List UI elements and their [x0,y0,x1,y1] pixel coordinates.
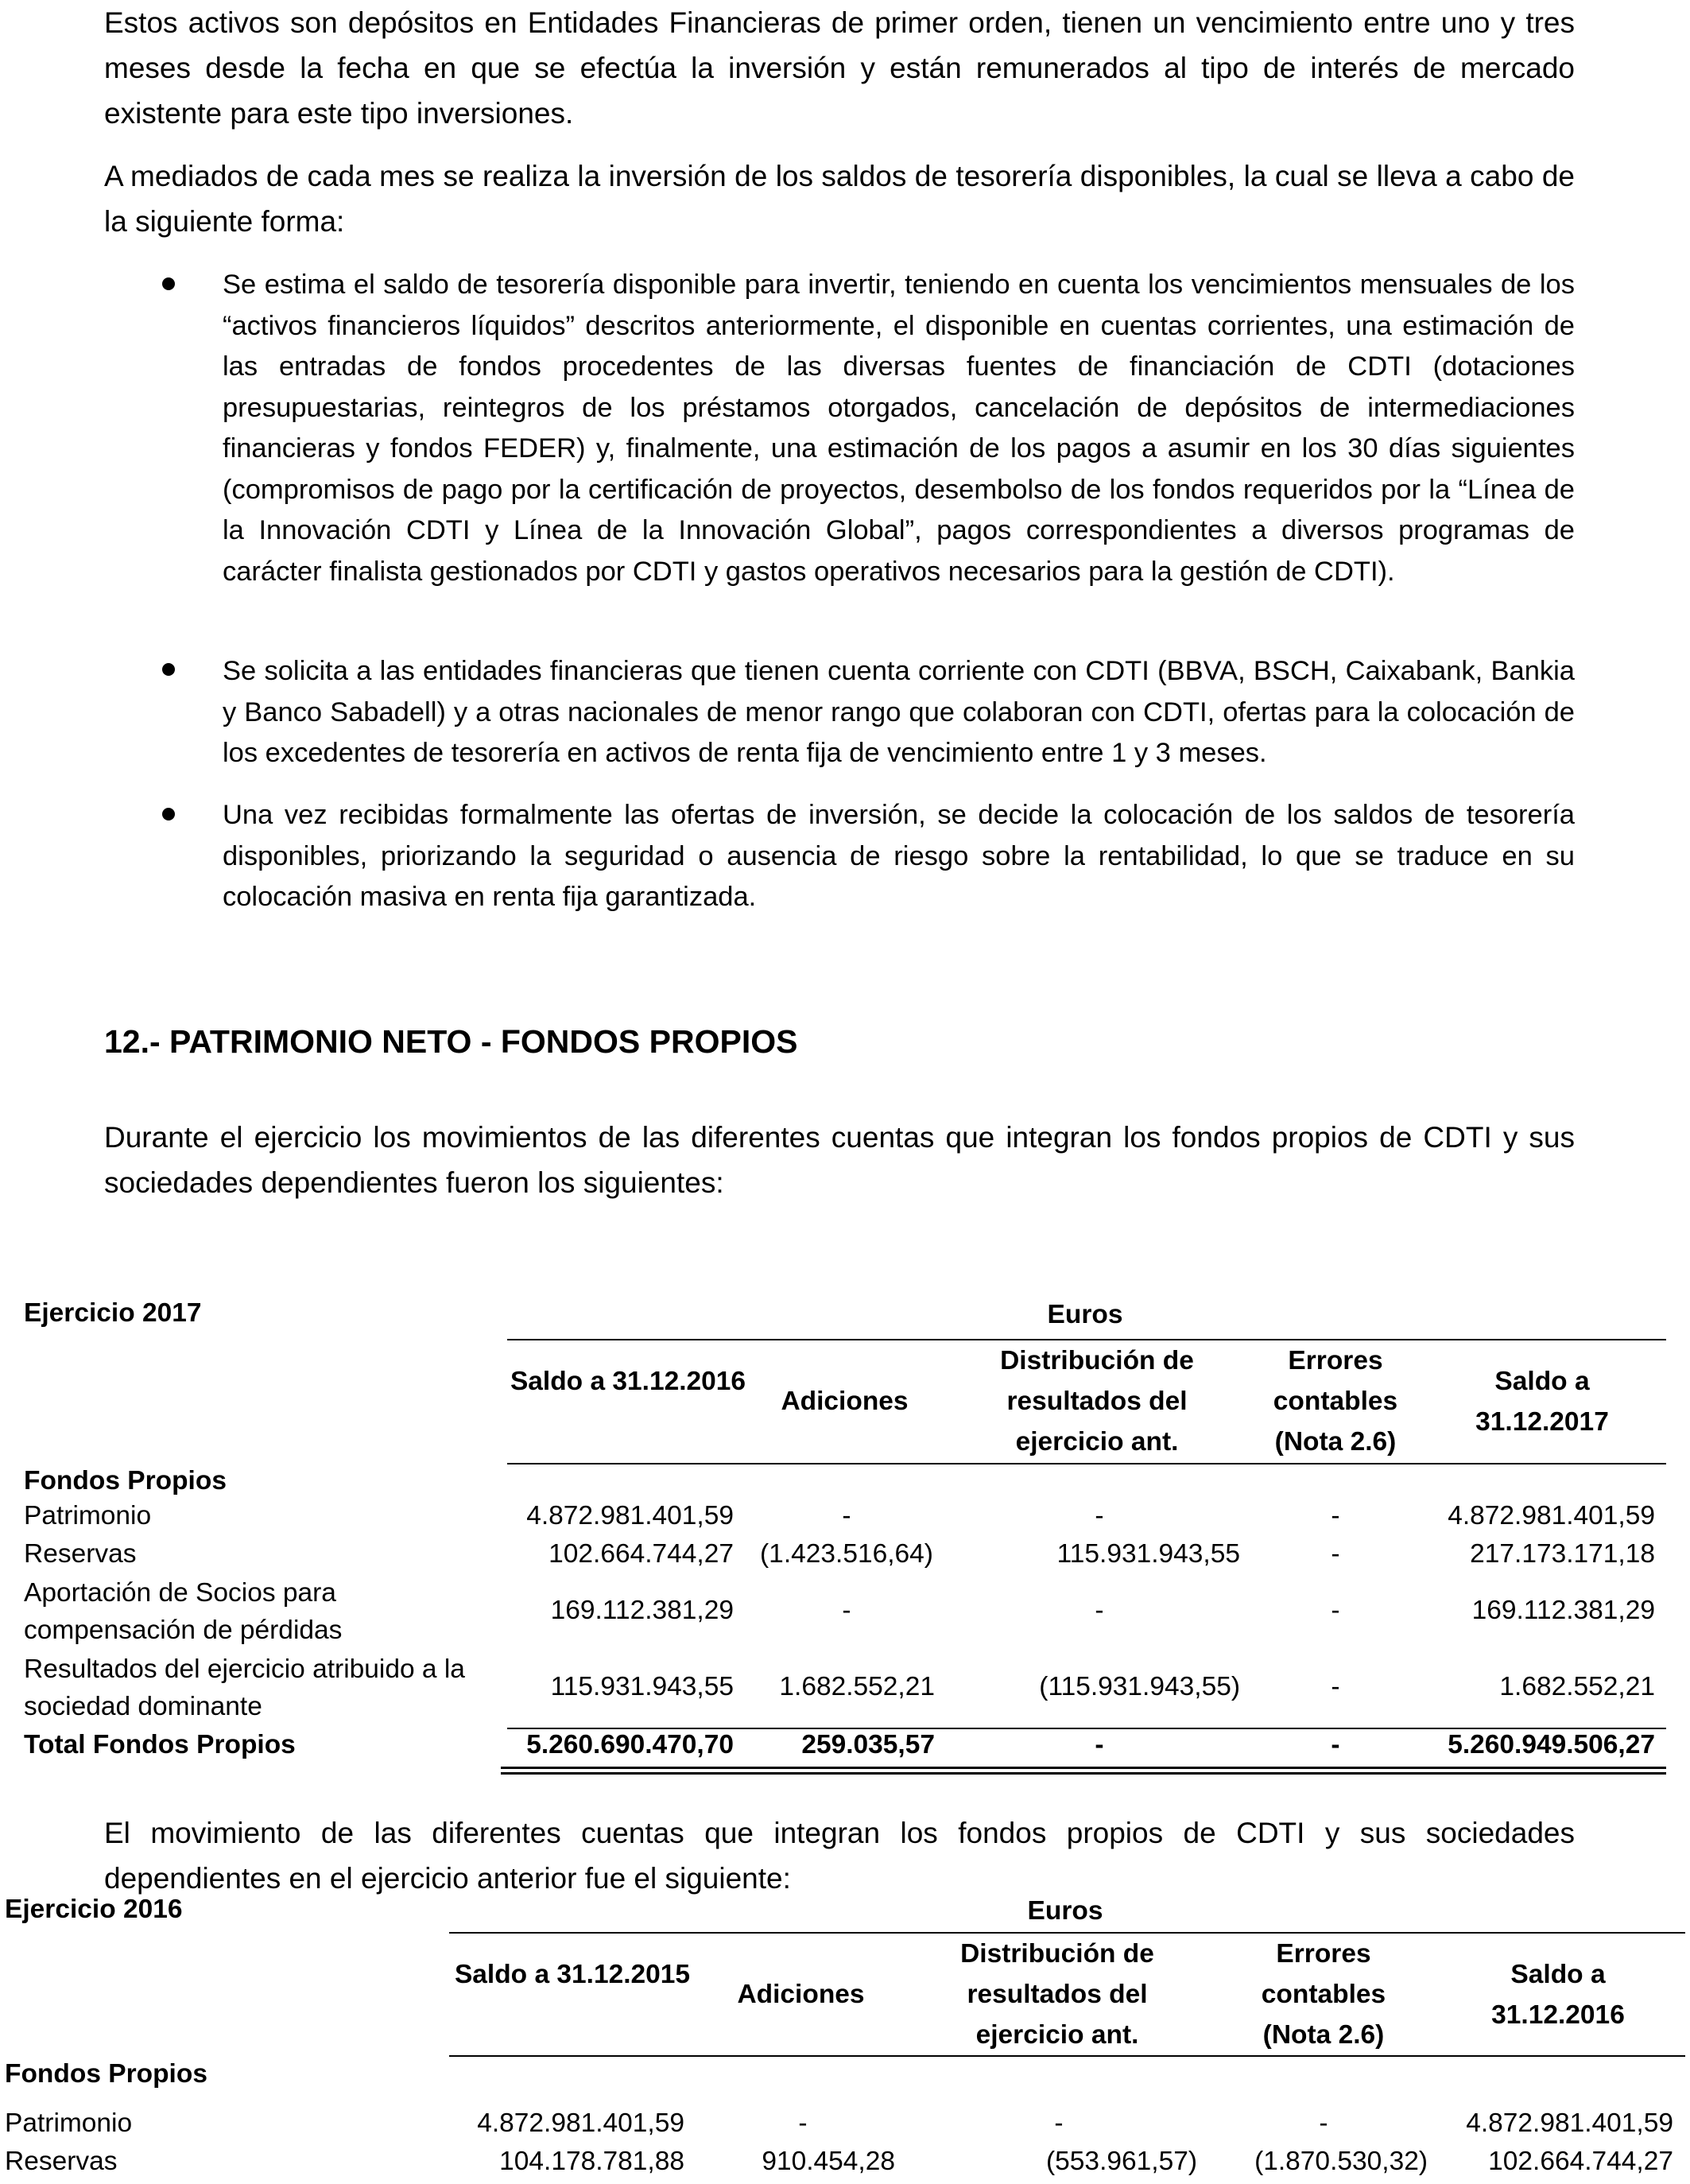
group-label: Fondos Propios [5,2059,207,2089]
cell: (1.423.516,64) [760,1539,933,1569]
table-title: Ejercicio 2016 [5,1895,183,1924]
bullet-item-1: Se estima el saldo de tesorería disponible para invertir, teniendo en cuenta los vencimientos mensuales de los “activos financieros líquidos” descritos anteriormente, el disponible en cuentas corrientes, una estimación de las entradas de fondos procedentes de las diversas fuentes de financiación de CDTI (dotaciones presupuestarias, reintegros de los préstamos otorgados, cancelación de depósitos de intermediaciones financieras y fondos FEDER) y, finalmente, una estimación de los pagos a asumir en los 30 días siguientes (compromisos de pago por la certificación de proyectos, desembolso de los fondos requeridos por la “Línea de la Innovación CDTI y Línea de la Innovación Global”, pagos correspondientes a diversos programas de carácter finalista gestionados por CDTI y gastos operativos necesarios para la gestión de CDTI). [223,270,1575,587]
col-header-3: Distribución de resultados del ejercicio ant. [1000,1346,1194,1457]
table-title: Ejercicio 2017 [24,1298,202,1328]
total-double-rule-1 [501,1767,1666,1769]
cell: - [1331,1672,1340,1701]
cell: (553.961,57) [1046,2147,1197,2176]
col-header-5: Saldo a 31.12.2017 [1475,1367,1609,1437]
cell: - [842,1596,851,1625]
row-label: Aportación de Socios para compensación de pérdidas [24,1578,343,1645]
intro-paragraph-1: Estos activos son depósitos en Entidades Financieras de primer orden, tienen un vencimiento entre uno y tres meses desde la fecha en que se efectúa la inversión y están remunerados al tipo de interés de mercado existente para este tipo inversiones. [104,6,1575,130]
cell: 1.682.552,21 [1499,1672,1655,1701]
row-label: Reservas [5,2147,118,2176]
cell: - [1331,1539,1340,1569]
cell: 104.178.781,88 [499,2147,684,2176]
currency-label: Euros [1027,1896,1103,1926]
col-header-2: Adiciones [737,1980,865,2009]
header-rule [449,1932,1685,1934]
cell: 4.872.981.401,59 [526,1501,734,1530]
cell: - [1095,1596,1104,1625]
total-double-rule-2 [501,1772,1666,1775]
section-intro: Durante el ejercicio los movimientos de las diferentes cuentas que integran los fondos propios de CDTI y sus sociedades dependientes fueron los siguientes: [104,1121,1575,1199]
cell: 169.112.381,29 [1471,1596,1655,1625]
cell: - [1331,1596,1340,1625]
section-intro-2: El movimiento de las diferentes cuentas que integran los fondos propios de CDTI y sus sociedades dependientes en el ejercicio anterior fue el siguiente: [104,1817,1575,1895]
cell: 102.664.744,27 [548,1539,734,1569]
col-header-1: Saldo a 31.12.2015 [454,1960,691,1989]
total-label: Total Fondos Propios [24,1730,296,1759]
row-label: Reservas [24,1539,137,1569]
col-header-3: Distribución de resultados del ejercicio ant. [960,1939,1154,2050]
cell: 169.112.381,29 [550,1596,734,1625]
cell: 4.872.981.401,59 [477,2108,684,2138]
col-header-2: Adiciones [781,1387,909,1416]
col-header-4: Errores contables (Nota 2.6) [1261,1939,1386,2050]
cell: - [1331,1501,1340,1530]
currency-label: Euros [1047,1300,1123,1329]
cell: - [798,2108,808,2138]
cell: 115.931.943,55 [550,1672,734,1701]
bullet-icon [162,808,175,820]
bullet-icon [162,663,175,676]
cell: - [842,1501,851,1530]
total-cell: 5.260.690.470,70 [526,1730,734,1759]
cell: - [1054,2108,1064,2138]
cell: 910.454,28 [762,2147,895,2176]
total-top-rule [507,1728,1666,1729]
col-header-5: Saldo a 31.12.2016 [1491,1960,1625,2030]
total-cell: - [1331,1730,1340,1759]
cell: - [1095,1501,1104,1530]
cell: (1.870.530,32) [1254,2147,1428,2176]
cell: 217.173.171,18 [1470,1539,1655,1569]
header-bottom-rule [507,1463,1666,1464]
cell: 4.872.981.401,59 [1448,1501,1655,1530]
row-label: Patrimonio [5,2108,133,2138]
total-cell: 5.260.949.506,27 [1448,1730,1655,1759]
bullet-item-3: Una vez recibidas formalmente las ofertas de inversión, se decide la colocación de los saldos de tesorería disponibles, priorizando la seguridad o ausencia de riesgo sobre la rentabilidad, lo que se traduce en su colocación masiva en renta fija garantizada. [223,800,1575,912]
cell: 4.872.981.401,59 [1466,2108,1673,2138]
row-label: Resultados del ejercicio atribuido a la sociedad dominante [24,1654,465,1721]
col-header-1: Saldo a 31.12.2016 [510,1367,746,1396]
cell: 1.682.552,21 [779,1672,935,1701]
intro-paragraph-2: A mediados de cada mes se realiza la inversión de los saldos de tesorería disponibles, la cual se lleva a cabo de la siguiente forma: [104,160,1575,238]
cell: 102.664.744,27 [1488,2147,1673,2176]
bullet-icon [162,277,175,290]
bullet-item-2: Se solicita a las entidades financieras que tienen cuenta corriente con CDTI (BBVA, BSCH, Caixabank, Bankia y Banco Sabadell) y a otras nacionales de menor rango que colaboran con CDTI, ofertas para la colocación de los excedentes de tesorería en activos de renta fija de vencimiento entre 1 y 3 meses. [223,656,1575,768]
section-heading: 12.- PATRIMONIO NETO - FONDOS PROPIOS [104,1023,798,1060]
header-bottom-rule [449,2055,1685,2057]
row-label: Patrimonio [24,1501,152,1530]
cell: - [1319,2108,1328,2138]
cell: 115.931.943,55 [1056,1539,1240,1569]
col-header-4: Errores contables (Nota 2.6) [1273,1346,1398,1457]
cell: (115.931.943,55) [1039,1672,1240,1701]
total-cell: 259.035,57 [801,1730,935,1759]
group-label: Fondos Propios [24,1466,227,1495]
header-rule [507,1339,1666,1340]
total-cell: - [1095,1730,1104,1759]
